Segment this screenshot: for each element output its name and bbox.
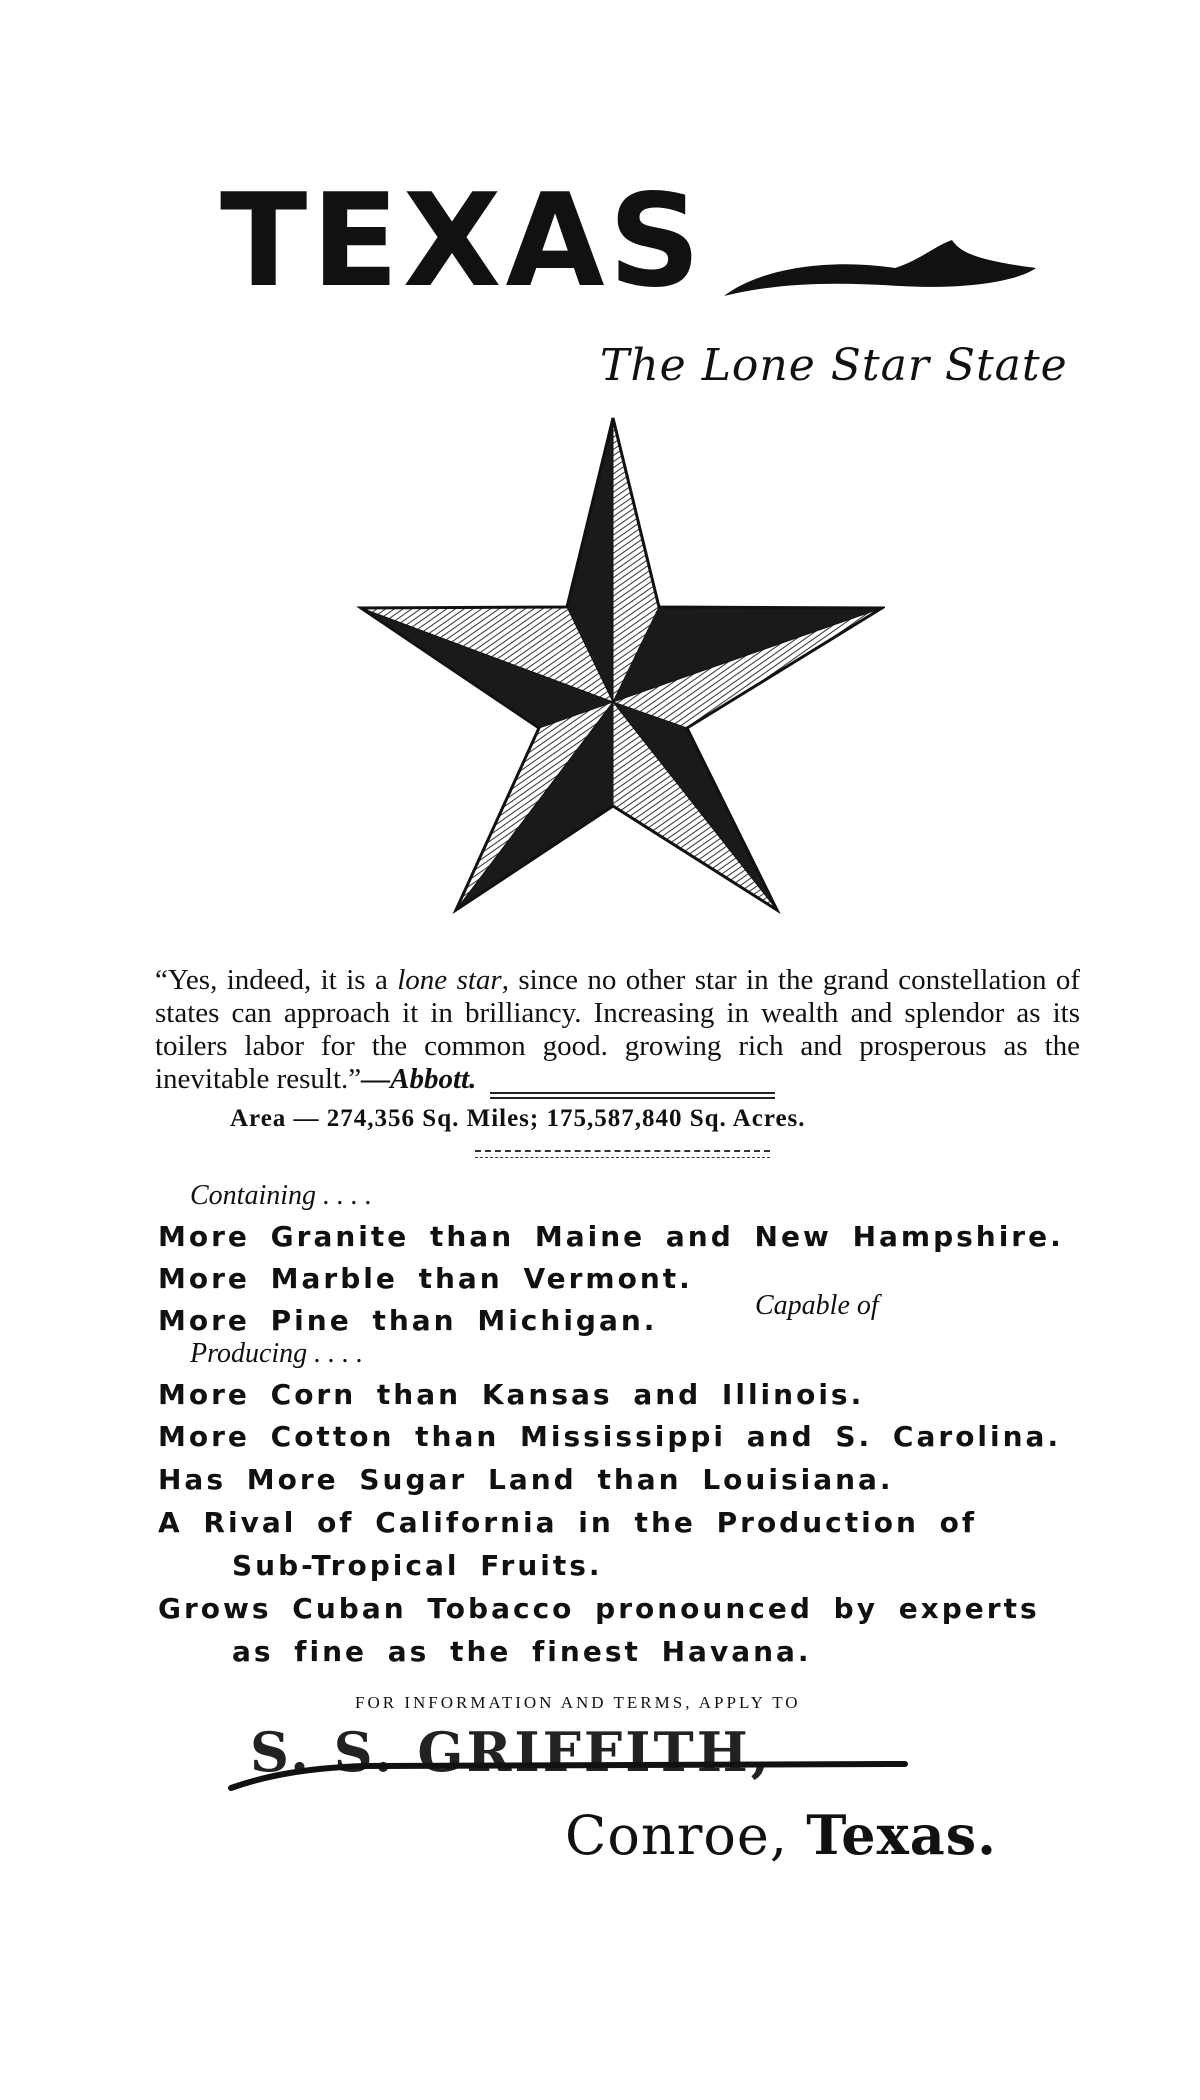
area-statement: Area — 274,356 Sq. Miles; 175,587,840 Sq. Acres. [230,1105,806,1132]
masthead [220,167,1040,318]
page-subtitle: The Lone Star State [600,340,1068,391]
capable-label: Capable of [755,1290,879,1321]
divider-bottom-2 [475,1157,770,1158]
apply-instruction: FOR INFORMATION AND TERMS, APPLY TO [355,1693,801,1712]
fact-pine: More Pine than Michigan. [158,1304,658,1337]
fact-corn: More Corn than Kansas and Illinois. [158,1378,865,1411]
quote-text-end: , since no other star in the grand constellation of states can approach it in brilliancy. Increasing in wealth and splendor as its toilers labor for the common good. growing rich and prosperous as the inevitable result.” [155,964,1081,1095]
divider-bottom [475,1150,770,1152]
fact-california: A Rival of California in the Production of [158,1506,978,1539]
fact-havana: as fine as the finest Havana. [232,1635,812,1668]
location [565,1803,997,1867]
producing-label: Producing . . . . [190,1338,364,1369]
page-title: TEXAS [220,167,705,316]
fact-sugar: Has More Sugar Land than Louisiana. [158,1463,894,1496]
fact-marble: More Marble than Vermont. [158,1262,693,1295]
fact-cotton: More Cotton than Mississippi and S. Carolina. [158,1420,1062,1453]
fact-fruits: Sub-Tropical Fruits. [232,1549,603,1582]
fact-tobacco: Grows Cuban Tobacco pronounced by experts [158,1592,1040,1625]
agent-strikethrough [225,1738,925,1798]
agent-name: S. S. GRIFFITH, [250,1720,773,1784]
quote-attribution: —Abbott. [361,1063,477,1095]
location-city: Conroe, [565,1804,807,1867]
divider-top [490,1092,775,1094]
fact-granite: More Granite than Maine and New Hampshire. [158,1220,1064,1253]
divider-top-2 [490,1097,775,1099]
quote-emphasis: lone star [397,964,502,996]
location-state: Texas. [806,1803,997,1867]
quote-text-start: “Yes, indeed, it is a [155,964,398,996]
abbott-quote [155,964,1080,1096]
lone-star-illustration [355,410,885,920]
title-swash-flourish [720,238,1040,308]
containing-label: Containing . . . . [190,1180,373,1211]
